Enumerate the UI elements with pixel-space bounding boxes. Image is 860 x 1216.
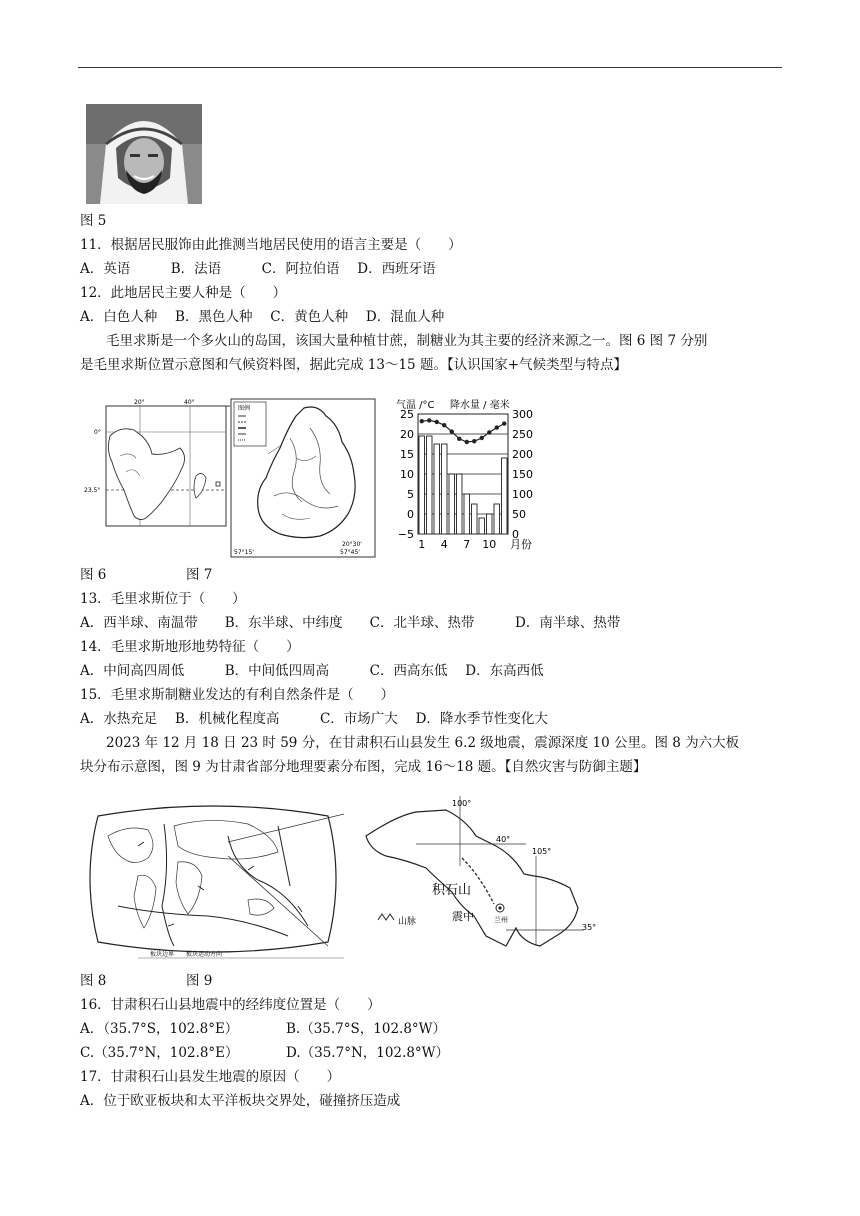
fig9-lon105: 105° — [532, 847, 552, 856]
q12-stem: 12．此地居民主要人种是（ ） — [80, 285, 287, 301]
fig9-city: 兰州 — [494, 916, 508, 924]
figure7-climate-chart — [384, 396, 544, 566]
figure5-caption: 图 5 — [80, 213, 107, 229]
q14-options: A．中间高四周低 B．中间低四周高 C．西高东低 D．东高西低 — [80, 663, 544, 679]
fig9-mountain-legend: 山脉 — [398, 917, 417, 927]
chart-x-tick: 1 — [418, 538, 426, 551]
q16-option-d: D.（35.7°N，102.8°W） — [286, 1045, 450, 1061]
precip-bar — [479, 518, 485, 534]
q16-stem: 16．甘肃积石山县地震中的经纬度位置是（ ） — [80, 997, 381, 1013]
figure9-gansu-map — [356, 796, 606, 956]
figure8-caption: 图 8 — [80, 973, 107, 989]
q17-option-a: A．位于欧亚板块和太平洋板块交界处，碰撞挤压造成 — [80, 1093, 401, 1109]
q11-options: A．英语 B．法语 C．阿拉伯语 D．西班牙语 — [80, 261, 436, 277]
temperature-point — [502, 421, 506, 425]
chart-left-tick: 0 — [407, 508, 414, 521]
fig6-eq: 0° — [94, 429, 101, 436]
precip-bar — [449, 474, 455, 534]
chart-right-tick: 200 — [512, 448, 533, 461]
fig6-lon-20: 20° — [134, 399, 145, 406]
fig6-lon-40: 40° — [184, 399, 195, 406]
chart-x-tick: 7 — [463, 538, 471, 551]
inset-corner-lon2: 57°45' — [340, 549, 360, 556]
inset-corner-lat: 20°30' — [342, 541, 362, 548]
figure7-inset-map — [230, 398, 376, 558]
temperature-point — [420, 419, 424, 423]
q16-option-a: A．（35.7°S，102.8°E） — [80, 1021, 239, 1037]
temperature-point — [442, 423, 446, 427]
q15-options: A．水热充足 B．机械化程度高 C．市场广大 D．降水季节性变化大 — [80, 711, 548, 727]
figure8-plate-map — [78, 796, 348, 968]
chart-left-tick: 5 — [407, 488, 414, 501]
precip-bar — [472, 504, 478, 534]
passage2-line1: 2023 年 12 月 18 日 23 时 59 分，在甘肃积石山县发生 6.2 级地震，震源深度 10 公里。图 8 为六大板 — [106, 735, 740, 751]
q15-stem: 15．毛里求斯制糖业发达的有利自然条件是（ ） — [80, 687, 395, 703]
chart-x-tick: 10 — [482, 538, 497, 551]
precip-bar — [487, 514, 493, 534]
precip-bar — [427, 436, 433, 534]
q11-stem: 11．根据居民服饰由此推测当地居民使用的语言主要是（ ） — [80, 237, 462, 253]
fig9-place: 积石山 — [432, 883, 472, 898]
chart-left-tick: 20 — [400, 428, 414, 441]
figure5-photo — [86, 104, 202, 204]
temperature-point — [427, 418, 431, 422]
temperature-point — [487, 430, 491, 434]
q16-option-b: B.（35.7°S，102.8°W） — [286, 1021, 447, 1037]
chart-right-tick: 50 — [512, 508, 526, 521]
chart-x-unit: 月份 — [510, 538, 532, 551]
chart-right-tick: 100 — [512, 488, 533, 501]
fig8-legend: 板块边界 板块运动方向 — [150, 951, 223, 958]
temperature-point — [457, 437, 461, 441]
passage1-line2: 是毛里求斯位置示意图和气候资料图，据此完成 13～15 题。【认识国家+气候类型与特点】 — [80, 357, 627, 373]
chart-left-tick: 10 — [400, 468, 414, 481]
fig9-epicenter: 震中 — [452, 910, 474, 923]
figure7-caption: 图 7 — [186, 567, 213, 583]
temperature-point — [435, 420, 439, 424]
precip-bar — [419, 436, 425, 534]
chart-left-tick: 15 — [400, 448, 414, 461]
q17-stem: 17．甘肃积石山县发生地震的原因（ ） — [80, 1069, 341, 1085]
inset-legend-title: 图例 — [238, 405, 251, 412]
chart-x-tick: 4 — [440, 538, 448, 551]
chart-right-tick: 250 — [512, 428, 533, 441]
q16-option-c: C.（35.7°N，102.8°E） — [80, 1045, 239, 1061]
temperature-point — [450, 429, 454, 433]
chart-left-tick: 25 — [400, 408, 414, 421]
q14-stem: 14．毛里求斯地形地势特征（ ） — [80, 639, 300, 655]
temperature-point — [495, 425, 499, 429]
fig9-lat40: 40° — [496, 835, 511, 844]
q13-stem: 13．毛里求斯位于（ ） — [80, 591, 246, 607]
inset-corner-lon1: 57°15' — [234, 549, 254, 556]
temperature-point — [472, 439, 476, 443]
chart-right-tick: 300 — [512, 408, 533, 421]
fig6-lat: 23.5° — [84, 487, 101, 494]
temperature-point — [465, 440, 469, 444]
chart-right-tick: 150 — [512, 468, 533, 481]
passage1-line1: 毛里求斯是一个多火山的岛国，该国大量种植甘蔗，制糖业为其主要的经济来源之一。图 6 图 7 分别 — [106, 333, 708, 349]
temperature-point — [480, 436, 484, 440]
header-rule — [78, 67, 782, 68]
fig9-lon100: 100° — [452, 799, 472, 808]
chart-left-tick: −5 — [397, 528, 414, 541]
fig9-lat35: 35° — [582, 923, 597, 932]
precip-bar — [457, 474, 463, 534]
chart-right-label: 降水量 / 毫米 — [450, 400, 510, 411]
q13-options: A．西半球、南温带 B．东半球、中纬度 C．北半球、热带 D．南半球、热带 — [80, 615, 621, 631]
precip-bar — [502, 458, 508, 534]
precip-bar — [494, 504, 500, 534]
figure6-caption: 图 6 — [80, 567, 107, 583]
passage2-line2: 块分布示意图，图 9 为甘肃省部分地理要素分布图，完成 16～18 题。【自然灾害与防御主题】 — [80, 759, 647, 775]
figure9-caption: 图 9 — [186, 973, 213, 989]
precip-bar — [464, 494, 470, 534]
figure6-map — [80, 396, 230, 560]
precip-bar — [442, 444, 448, 534]
chart-left-label: 气温 /°C — [396, 400, 435, 411]
chart-right-tick: 0 — [512, 528, 519, 541]
precip-bar — [434, 444, 440, 534]
q12-options: A．白色人种 B．黑色人种 C．黄色人种 D．混血人种 — [80, 309, 445, 325]
